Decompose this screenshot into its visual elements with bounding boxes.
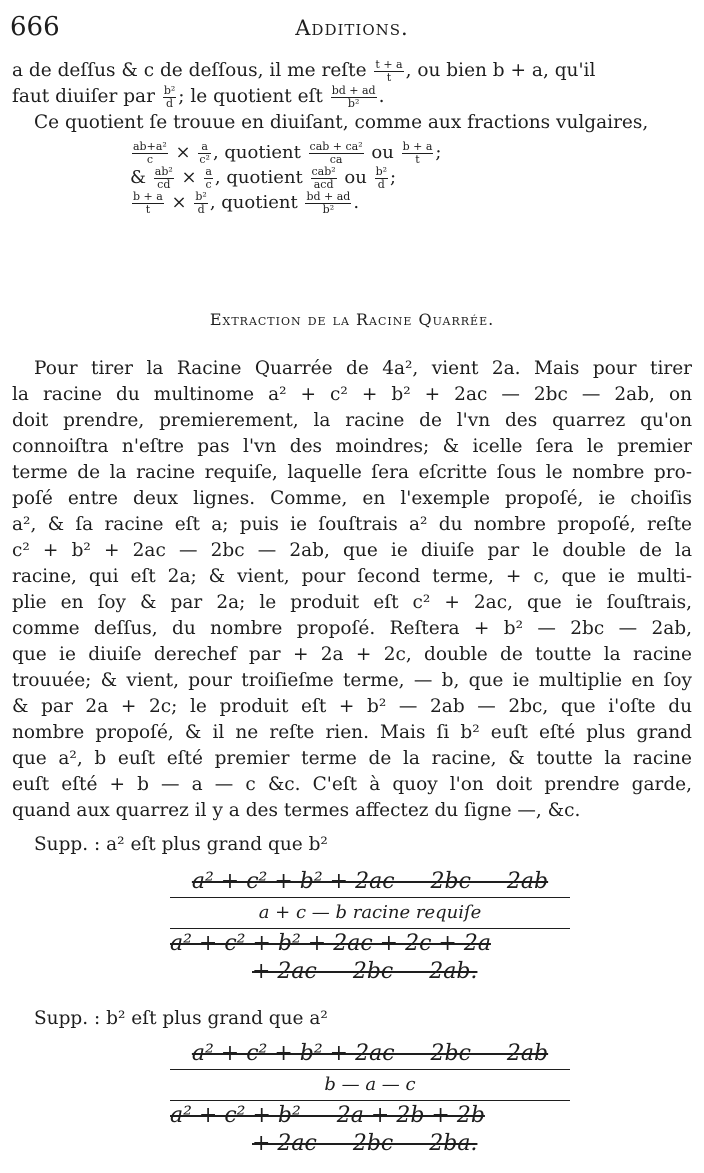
fraction: $\frac{t + a}{t}$ — [375, 57, 403, 84]
body-line: nombre propoſé, & il ne reſte rien. Mais ſi b² euſt eſté plus grand — [12, 722, 692, 743]
fraction-formulas — [130, 140, 590, 215]
body-line: poſé entre deux lignes. Comme, en l'exemple propoſé, ie choiſis — [12, 488, 692, 509]
supp2-calculation — [170, 1040, 570, 1158]
intro-line-3: Ce quotient ſe trouue en diuiſant, comme aux fractions vulgaires, — [34, 112, 649, 133]
fraction: $\frac{bd + ad}{\text{b²}}$ — [331, 83, 376, 110]
calc-rule — [170, 1100, 570, 1101]
calc-rule — [170, 897, 570, 898]
body-paragraph — [12, 356, 692, 824]
formula-line-1: $\frac{\text{ab+a²}}{c}$ × $\frac{a}{\text{c²}}$ , quotient $\frac{\text{cab + ca²}}{ca}$ ou $\frac{b + a}{t}$ ; — [133, 139, 442, 166]
intro-line-2: faut diuiſer par $\frac{\text{b²}}{d}$ ; le quotient eſt $\frac{bd + ad}{\text{b²}}$ . — [12, 83, 385, 110]
body-line: comme deſſus, du nombre propoſé. Reſtera + b² — 2bc — 2ab, — [12, 618, 692, 639]
body-line: plie en ſoy & par 2a; le produit eſt c² + 2ac, que ie ſouſtrais, — [12, 592, 692, 613]
body-line: trouuée; & vient, pour troiſieſme terme, — b, que ie multiplie en ſoy — [12, 670, 692, 691]
body-line: connoiſtra n'eſtre pas l'vn des moindres; & icelle ſera le premier — [12, 436, 692, 457]
body-line: racine, qui eſt 2a; & vient, pour ſecond terme, + c, que ie multi- — [12, 566, 692, 587]
body-line: que a², b euſt eſté premier terme de la racine, & toutte la racine — [12, 748, 692, 769]
body-line: la racine du multinome a² + c² + b² + 2ac — 2bc — 2ab, on — [12, 384, 692, 405]
page-header — [10, 8, 694, 48]
calc-row: a² + c² + b² + 2ac — 2bc — 2ab — [191, 869, 549, 894]
calc-row: a² + c² + b² + 2ac — 2bc — 2ab — [191, 1041, 549, 1066]
fraction: $\frac{\text{b²}}{d}$ — [163, 83, 176, 110]
supp1-calculation — [170, 868, 570, 986]
body-line: a², & ſa racine eſt a; puis ie ſouſtrais a² du nombre propoſé, reſte — [12, 514, 692, 535]
calc-row: + 2ac — 2bc — 2ab. — [252, 959, 478, 984]
calc-row: a² + c² + b² + 2ac + 2c + 2a — [170, 931, 491, 956]
page-number: 666 — [10, 12, 60, 42]
running-head: Additions. — [295, 16, 409, 40]
formula-line-3: $\frac{b + a}{t}$ × $\frac{\text{b²}}{d}$ , quotient $\frac{bd + ad}{\text{b²}}$ . — [133, 189, 360, 216]
body-line: euſt eſté + b — a — c &c. C'eſt à quoy l'on doit prendre garde, — [12, 774, 692, 795]
section-title: Extraction de la Racine Quarrée. — [209, 310, 495, 329]
supp2-label: Supp. : b² eſt plus grand que a² — [34, 1008, 328, 1029]
body-line: c² + b² + 2ac — 2bc — 2ab, que ie diuiſe par le double de la — [12, 540, 692, 561]
supp1-label: Supp. : a² eſt plus grand que b² — [34, 834, 328, 855]
calc-root-row: b — a — c — [324, 1074, 416, 1095]
formula-line-2: & $\frac{\text{ab²}}{cd}$ × $\frac{a}{c}$ , quotient $\frac{\text{cab²}}{\text{acd}}$ ou $\frac{\text{b²}}{d}$ ; — [130, 164, 397, 191]
body-line: que ie diuiſe derechef par + 2a + 2c, double de toutte la racine — [12, 644, 692, 665]
body-line: & par 2a + 2c; le produit eſt + b² — 2ab — 2bc, que i'oſte du — [12, 696, 692, 717]
calc-rule — [170, 928, 570, 929]
body-line: terme de la racine requiſe, laquelle ſera eſcritte ſous le nombre pro- — [12, 462, 692, 483]
calc-row: + 2ac — 2bc — 2ba. — [252, 1131, 478, 1156]
body-line: doit prendre, premierement, la racine de l'vn des quarrez qu'on — [12, 410, 692, 431]
intro-line-1: a de deſſus & c de deſſous, il me reſte $\frac{t + a}{t}$ , ou bien b + a, qu'il — [12, 57, 596, 84]
body-line: Pour tirer la Racine Quarrée de 4a², vient 2a. Mais pour tirer — [34, 358, 692, 379]
intro-paragraph — [12, 58, 692, 136]
calc-rule — [170, 1069, 570, 1070]
body-line: quand aux quarrez il y a des termes affectez du ſigne —, &c. — [12, 800, 581, 821]
calc-row: a² + c² + b² — 2a + 2b + 2b — [170, 1103, 485, 1128]
calc-root-row: a + c — b racine requiſe — [258, 902, 482, 923]
